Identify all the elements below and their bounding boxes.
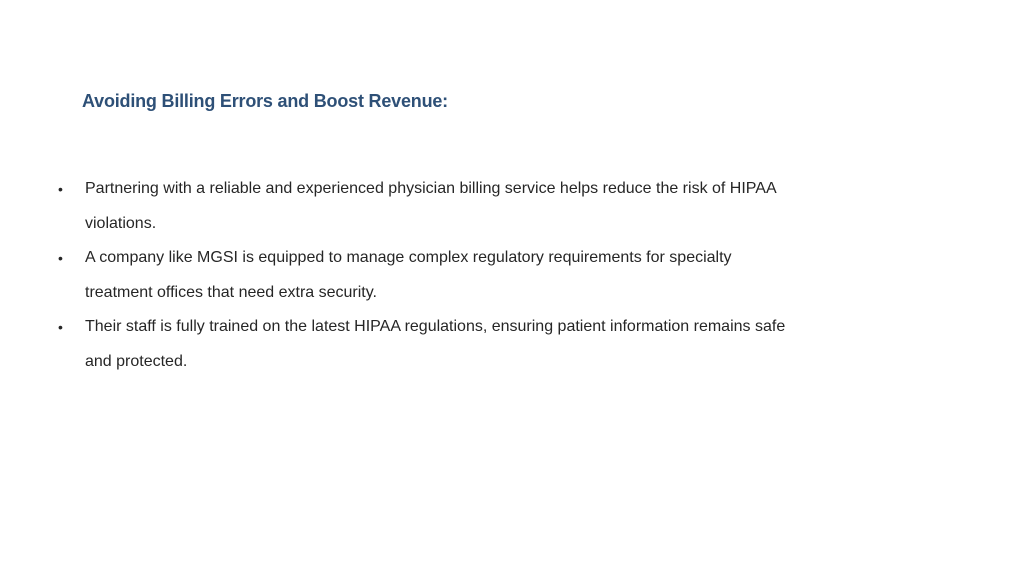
bullet-dot-icon: • [58, 250, 63, 266]
bullet-item [58, 241, 798, 310]
bullet-text: Partnering with a reliable and experienced physician billing service helps reduce the risk of HIPAA violations. [85, 180, 776, 232]
bullet-list [58, 172, 798, 379]
slide-title: Avoiding Billing Errors and Boost Revenue: [82, 91, 448, 111]
bullet-text: A company like MGSI is equipped to manage complex regulatory requirements for specialty treatment offices that need extra security. [85, 249, 732, 301]
bullet-item [58, 172, 798, 241]
bullet-dot-icon: • [58, 181, 63, 197]
bullet-text: Their staff is fully trained on the latest HIPAA regulations, ensuring patient information remains safe and protected. [85, 318, 786, 370]
bullet-dot-icon: • [58, 319, 63, 335]
bullet-item [58, 310, 798, 379]
